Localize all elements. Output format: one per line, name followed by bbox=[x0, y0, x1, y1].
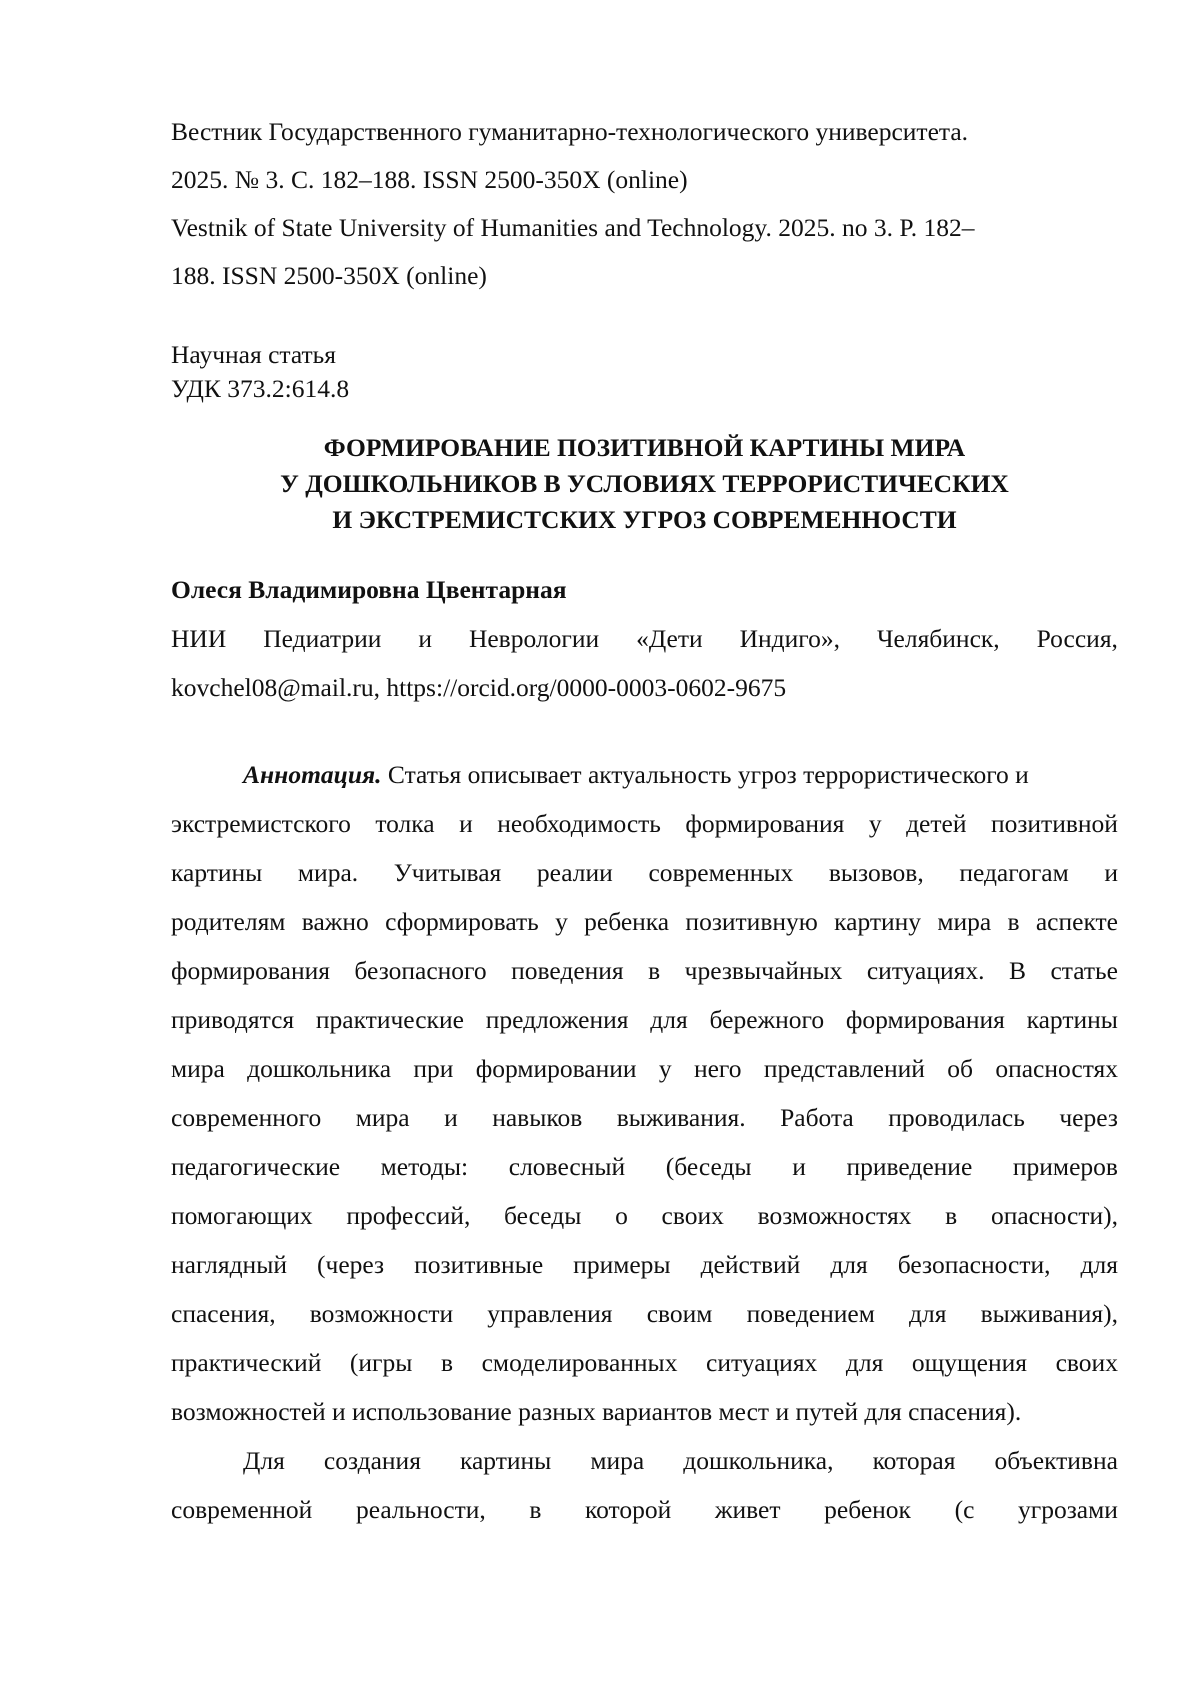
abstract-word: безопасного bbox=[354, 946, 486, 995]
title-line-1: ФОРМИРОВАНИЕ ПОЗИТИВНОЙ КАРТИНЫ МИРА bbox=[171, 430, 1118, 466]
abstract-word: примеров bbox=[1013, 1142, 1118, 1191]
abstract-word: опасности), bbox=[991, 1191, 1118, 1240]
abstract-word: примеры bbox=[573, 1240, 670, 1289]
abstract-word: для bbox=[650, 995, 687, 1044]
abstract-word: ощущения bbox=[912, 1338, 1027, 1387]
abstract-word: приводятся bbox=[171, 995, 294, 1044]
abstract-word: поведением bbox=[747, 1289, 875, 1338]
abstract-word: через bbox=[1059, 1093, 1118, 1142]
abstract-word: формирования bbox=[846, 995, 1005, 1044]
body-word: создания bbox=[324, 1436, 421, 1485]
abstract-word: позитивной bbox=[991, 799, 1118, 848]
abstract-word: проводилась bbox=[888, 1093, 1025, 1142]
abstract-word: (игры bbox=[350, 1338, 412, 1387]
abstract-word: реалии bbox=[537, 848, 613, 897]
abstract-word: поведения bbox=[511, 946, 624, 995]
abstract-line bbox=[171, 1142, 1118, 1191]
abstract bbox=[171, 750, 1118, 1436]
author-contacts: kovchel08@mail.ru, https://orcid.org/0000-0003-0602-9675 bbox=[171, 663, 1118, 712]
abstract-word: и bbox=[792, 1142, 806, 1191]
author-affiliation bbox=[171, 614, 1118, 663]
title-line-3: И ЭКСТРЕМИСТСКИХ УГРОЗ СОВРЕМЕННОСТИ bbox=[171, 502, 1118, 538]
abstract-word: (через bbox=[317, 1240, 384, 1289]
abstract-word: в bbox=[1008, 897, 1020, 946]
abstract-word: позитивные bbox=[414, 1240, 543, 1289]
abstract-word: в bbox=[648, 946, 660, 995]
abstract-word: педагогам bbox=[959, 848, 1068, 897]
abstract-word: бережного bbox=[709, 995, 824, 1044]
article-meta bbox=[171, 338, 1118, 406]
affiliation-word: и bbox=[418, 614, 432, 663]
abstract-line bbox=[171, 1338, 1118, 1387]
abstract-word: действий bbox=[701, 1240, 801, 1289]
abstract-word: формировании bbox=[476, 1044, 637, 1093]
abstract-word: помогающих bbox=[171, 1191, 313, 1240]
abstract-word: приведение bbox=[846, 1142, 972, 1191]
abstract-word: родителям bbox=[171, 897, 285, 946]
abstract-line-first bbox=[171, 750, 1118, 799]
abstract-word: картины bbox=[171, 848, 262, 897]
abstract-line bbox=[171, 897, 1118, 946]
citation-ru-line-2: 2025. № 3. С. 182–188. ISSN 2500-350X (online) bbox=[171, 156, 1118, 204]
abstract-word: навыков bbox=[492, 1093, 582, 1142]
abstract-word: практические bbox=[316, 995, 464, 1044]
abstract-word: для bbox=[846, 1338, 883, 1387]
abstract-word: беседы bbox=[504, 1191, 581, 1240]
abstract-line bbox=[171, 799, 1118, 848]
affiliation-word: НИИ bbox=[171, 614, 226, 663]
abstract-word: В bbox=[1009, 946, 1026, 995]
abstract-word: представлений bbox=[764, 1044, 925, 1093]
abstract-word: ситуациях bbox=[706, 1338, 817, 1387]
abstract-word: современного bbox=[171, 1093, 321, 1142]
abstract-word: управления bbox=[487, 1289, 612, 1338]
abstract-word: важно bbox=[302, 897, 369, 946]
body-word: картины bbox=[460, 1436, 551, 1485]
abstract-word: мира bbox=[937, 897, 991, 946]
udc-code: УДК 373.2:614.8 bbox=[171, 372, 1118, 406]
abstract-word: при bbox=[413, 1044, 453, 1093]
abstract-word: опасностях bbox=[995, 1044, 1118, 1093]
abstract-label: Аннотация. bbox=[243, 760, 382, 789]
body-word: которой bbox=[585, 1485, 671, 1534]
affiliation-word: Россия, bbox=[1037, 614, 1118, 663]
abstract-word: необходимость bbox=[497, 799, 661, 848]
abstract-word: современных bbox=[648, 848, 793, 897]
body-word: современной bbox=[171, 1485, 312, 1534]
article-title bbox=[171, 430, 1118, 538]
body-word: объективна bbox=[995, 1436, 1118, 1485]
abstract-word: методы: bbox=[381, 1142, 468, 1191]
abstract-line bbox=[171, 1191, 1118, 1240]
abstract-word: него bbox=[694, 1044, 742, 1093]
abstract-word: и bbox=[459, 799, 473, 848]
affiliation-word: Челябинск, bbox=[877, 614, 1000, 663]
abstract-word: сформировать bbox=[385, 897, 539, 946]
abstract-word: своих bbox=[1056, 1338, 1118, 1387]
abstract-word: и bbox=[1104, 848, 1118, 897]
abstract-word: и bbox=[444, 1093, 458, 1142]
body-word: дошкольника, bbox=[683, 1436, 833, 1485]
body-word: в bbox=[529, 1485, 541, 1534]
abstract-word: возможностях bbox=[758, 1191, 912, 1240]
abstract-word: дошкольника bbox=[247, 1044, 391, 1093]
abstract-word: в bbox=[441, 1338, 453, 1387]
abstract-line bbox=[171, 1240, 1118, 1289]
author-name: Олеся Владимировна Цвентарная bbox=[171, 566, 1118, 614]
abstract-word: ситуациях. bbox=[867, 946, 985, 995]
abstract-word: мира bbox=[171, 1044, 225, 1093]
abstract-lines bbox=[171, 799, 1118, 1387]
abstract-word: своих bbox=[662, 1191, 724, 1240]
abstract-word: безопасности, bbox=[898, 1240, 1051, 1289]
abstract-word: Работа bbox=[780, 1093, 854, 1142]
abstract-line bbox=[171, 995, 1118, 1044]
abstract-word: для bbox=[830, 1240, 867, 1289]
body-word: которая bbox=[873, 1436, 956, 1485]
abstract-word: вызовов, bbox=[829, 848, 924, 897]
abstract-word: выживания. bbox=[617, 1093, 746, 1142]
abstract-word: практический bbox=[171, 1338, 321, 1387]
body-word: (с bbox=[955, 1485, 975, 1534]
abstract-word: у bbox=[869, 799, 882, 848]
author-block bbox=[171, 566, 1118, 712]
citation-ru-line-1: Вестник Государственного гуманитарно-технологического университета. bbox=[171, 108, 1118, 156]
abstract-word: позитивную bbox=[685, 897, 817, 946]
abstract-word: формирования bbox=[171, 946, 330, 995]
abstract-word: в bbox=[945, 1191, 957, 1240]
article-type: Научная статья bbox=[171, 338, 1118, 372]
abstract-word: мира bbox=[356, 1093, 410, 1142]
abstract-word: чрезвычайных bbox=[685, 946, 843, 995]
abstract-word: предложения bbox=[486, 995, 629, 1044]
abstract-word: выживания), bbox=[981, 1289, 1118, 1338]
body-word: Для bbox=[243, 1436, 285, 1485]
abstract-line-last: возможностей и использование разных вариантов мест и путей для спасения). bbox=[171, 1387, 1118, 1436]
abstract-word: картины bbox=[1027, 995, 1118, 1044]
abstract-word: педагогические bbox=[171, 1142, 340, 1191]
abstract-line bbox=[171, 1289, 1118, 1338]
body-word: ребенок bbox=[824, 1485, 911, 1534]
abstract-word: возможности bbox=[310, 1289, 453, 1338]
abstract-line bbox=[171, 1044, 1118, 1093]
abstract-word: своим bbox=[647, 1289, 713, 1338]
body-word: мира bbox=[590, 1436, 644, 1485]
abstract-word: для bbox=[1081, 1240, 1118, 1289]
affiliation-word: «Дети bbox=[636, 614, 703, 663]
abstract-word: об bbox=[947, 1044, 973, 1093]
abstract-word: мира. bbox=[298, 848, 358, 897]
abstract-word: Учитывая bbox=[394, 848, 502, 897]
abstract-word: детей bbox=[906, 799, 966, 848]
abstract-word: статье bbox=[1050, 946, 1118, 995]
article-page bbox=[171, 108, 1118, 1534]
abstract-word: экстремистского bbox=[171, 799, 351, 848]
abstract-line bbox=[171, 946, 1118, 995]
abstract-word: для bbox=[909, 1289, 946, 1338]
citation-en-line-1: Vestnik of State University of Humanities and Technology. 2025. no 3. P. 182– bbox=[171, 204, 1118, 252]
abstract-word: толка bbox=[375, 799, 434, 848]
affiliation-word: Неврологии bbox=[469, 614, 599, 663]
title-line-2: У ДОШКОЛЬНИКОВ В УСЛОВИЯХ ТЕРРОРИСТИЧЕСКИХ bbox=[171, 466, 1118, 502]
affiliation-word: Педиатрии bbox=[263, 614, 381, 663]
affiliation-word: Индиго», bbox=[740, 614, 840, 663]
abstract-word: профессий, bbox=[346, 1191, 470, 1240]
abstract-word: (беседы bbox=[666, 1142, 752, 1191]
abstract-word: наглядный bbox=[171, 1240, 287, 1289]
abstract-first-line-text: Статья описывает актуальность угроз террористического и bbox=[388, 760, 1029, 789]
body-line-1 bbox=[171, 1436, 1118, 1485]
body-text bbox=[171, 1436, 1118, 1534]
abstract-word: у bbox=[555, 897, 568, 946]
abstract-word: у bbox=[659, 1044, 672, 1093]
citation-en-line-2: 188. ISSN 2500-350X (online) bbox=[171, 252, 1118, 300]
abstract-line bbox=[171, 848, 1118, 897]
abstract-word: смоделированных bbox=[482, 1338, 678, 1387]
abstract-word: спасения, bbox=[171, 1289, 276, 1338]
abstract-word: ребенка bbox=[584, 897, 669, 946]
abstract-word: словесный bbox=[509, 1142, 625, 1191]
body-word: реальности, bbox=[356, 1485, 486, 1534]
body-word: угрозами bbox=[1018, 1485, 1118, 1534]
abstract-word: картину bbox=[834, 897, 921, 946]
journal-citation bbox=[171, 108, 1118, 300]
abstract-line bbox=[171, 1093, 1118, 1142]
body-line-2 bbox=[171, 1485, 1118, 1534]
abstract-word: аспекте bbox=[1036, 897, 1118, 946]
body-word: живет bbox=[715, 1485, 781, 1534]
abstract-word: формирования bbox=[685, 799, 844, 848]
abstract-word: о bbox=[615, 1191, 628, 1240]
